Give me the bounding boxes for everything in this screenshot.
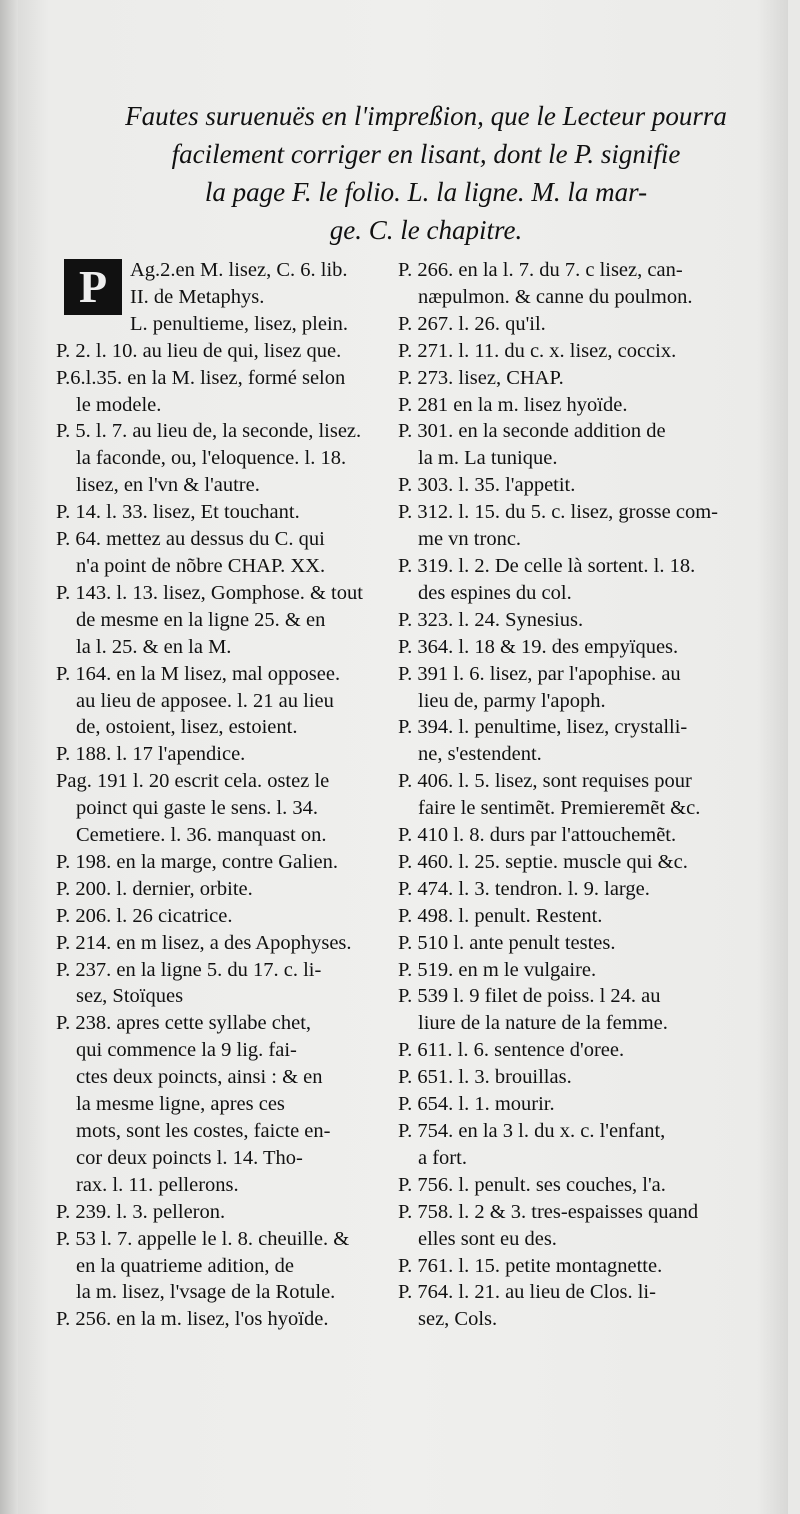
errata-entry-continuation: me vn tronc. xyxy=(418,528,522,551)
errata-entry xyxy=(398,1091,738,1118)
errata-entry xyxy=(56,580,392,661)
errata-entry xyxy=(398,1172,738,1199)
errata-entry-line: P. 188. l. 17 l'apendice. xyxy=(56,743,246,766)
errata-entry-line: P. 654. l. 1. mourir. xyxy=(398,1093,555,1116)
heading-line: facilement corriger en lisant, dont le P. signifie xyxy=(171,139,681,169)
errata-entry xyxy=(398,930,738,957)
errata-entry xyxy=(398,472,738,499)
errata-entry-line: L. penultieme, lisez, plein. xyxy=(130,312,349,335)
errata-entry xyxy=(56,257,392,311)
errata-entry-line: P. 256. en la m. lisez, l'os hyoïde. xyxy=(56,1308,329,1331)
errata-entry-line: P. 267. l. 26. qu'il. xyxy=(398,312,546,335)
errata-entry-continuation: Cemetiere. l. 36. manquast on. xyxy=(76,824,327,847)
errata-entry-line: P. 754. en la 3 l. du x. c. l'enfant, xyxy=(398,1120,666,1142)
errata-entry-continuation: sez, Cols. xyxy=(418,1308,498,1331)
errata-entry-continuation: sez, Stoïques xyxy=(76,985,184,1008)
errata-entry xyxy=(398,634,738,661)
errata-entry xyxy=(398,822,738,849)
errata-entry xyxy=(398,1279,738,1333)
errata-entry-line: P. 312. l. 15. du 5. c. lisez, grosse com- xyxy=(398,501,718,524)
errata-left-column xyxy=(56,257,392,1333)
errata-entry-continuation: en la quatrieme adition, de xyxy=(76,1254,295,1277)
errata-entry xyxy=(398,957,738,984)
errata-entry-continuation: faire le sentimẽt. Premieremẽt &c. xyxy=(418,797,701,820)
errata-entry-line: P. 143. l. 13. lisez, Gomphose. & tout xyxy=(56,581,363,604)
errata-entry-continuation: liure de la nature de la femme. xyxy=(418,1012,668,1035)
heading-line: la page F. le folio. L. la ligne. M. la mar- xyxy=(204,177,648,207)
errata-entry xyxy=(56,930,392,957)
errata-entry-line: P. 273. lisez, CHAP. xyxy=(398,366,564,389)
errata-entry xyxy=(56,876,392,903)
errata-entry-continuation: qui commence la 9 lig. fai- xyxy=(76,1039,297,1062)
errata-entry xyxy=(56,499,392,526)
errata-entry xyxy=(56,768,392,849)
errata-entry-continuation: la faconde, ou, l'eloquence. l. 18. xyxy=(76,447,347,470)
errata-entry xyxy=(56,1199,392,1226)
errata-entry-line: P. 539 l. 9 filet de poiss. l 24. au xyxy=(398,985,661,1008)
errata-entry-line: P. 198. en la marge, contre Galien. xyxy=(56,850,338,873)
errata-heading xyxy=(106,97,746,249)
errata-entry-continuation: le modele. xyxy=(76,393,162,416)
errata-entry xyxy=(398,768,738,822)
errata-entry xyxy=(56,1306,392,1333)
errata-entry-line: P. 761. l. 15. petite montagnette. xyxy=(398,1254,663,1277)
errata-entry-continuation: de mesme en la ligne 25. & en xyxy=(76,608,326,631)
errata-entry xyxy=(398,553,738,607)
errata-entry xyxy=(398,1199,738,1253)
errata-entry xyxy=(398,849,738,876)
errata-entry-line: P. 2. l. 10. au lieu de qui, lisez que. xyxy=(56,339,342,362)
errata-entry xyxy=(56,957,392,1011)
errata-entry-continuation: des espines du col. xyxy=(418,581,572,604)
errata-entry-line: P. 474. l. 3. tendron. l. 9. large. xyxy=(398,877,650,900)
errata-entry-line: P. 266. en la l. 7. du 7. c lisez, can- xyxy=(398,259,683,281)
errata-entry-continuation: cor deux poincts l. 14. Tho- xyxy=(76,1146,303,1169)
errata-entry-line: P. 206. l. 26 cicatrice. xyxy=(56,904,233,927)
errata-entry-continuation: la mesme ligne, apres ces xyxy=(76,1093,285,1116)
errata-entry xyxy=(398,1253,738,1280)
errata-entry-line: P. 14. l. 33. lisez, Et touchant. xyxy=(56,501,300,524)
errata-entry xyxy=(56,526,392,580)
errata-entry-continuation: n'a point de nõbre CHAP. XX. xyxy=(76,554,326,577)
errata-entry xyxy=(398,311,738,338)
errata-entry xyxy=(398,983,738,1037)
errata-entry xyxy=(398,661,738,715)
errata-entry-line: P. 651. l. 3. brouillas. xyxy=(398,1066,572,1089)
errata-entry-continuation: la m. La tunique. xyxy=(418,447,558,470)
errata-entry-line: P. 764. l. 21. au lieu de Clos. li- xyxy=(398,1281,656,1304)
errata-entry-continuation: ctes deux poincts, ainsi : & en xyxy=(76,1066,323,1089)
errata-entry-line: P. 364. l. 18 & 19. des empyïques. xyxy=(398,635,679,658)
errata-entry-continuation: ne, s'estendent. xyxy=(418,743,542,766)
errata-entry-line: P. 460. l. 25. septie. muscle qui &c. xyxy=(398,850,688,873)
errata-entry-line: P. 319. l. 2. De celle là sortent. l. 18. xyxy=(398,554,696,577)
errata-entry xyxy=(398,1037,738,1064)
errata-entry-continuation: mots, sont les costes, faicte en- xyxy=(76,1120,331,1142)
errata-entry xyxy=(398,418,738,472)
errata-entry-line: P. 214. en m lisez, a des Apophyses. xyxy=(56,931,352,954)
errata-entry xyxy=(398,903,738,930)
errata-entry xyxy=(398,1118,738,1172)
errata-entry-continuation: næpulmon. & canne du poulmon. xyxy=(418,285,693,308)
errata-entry xyxy=(56,418,392,499)
heading-line: ge. C. le chapitre. xyxy=(329,215,523,245)
errata-entry-continuation: rax. l. 11. pellerons. xyxy=(76,1173,239,1196)
errata-entry xyxy=(56,849,392,876)
errata-entry-continuation: la l. 25. & en la M. xyxy=(76,635,232,658)
errata-entry-continuation: poinct qui gaste le sens. l. 34. xyxy=(76,797,318,820)
errata-entry xyxy=(398,257,738,311)
errata-entry-line: P. 394. l. penultime, lisez, crystalli- xyxy=(398,716,688,739)
errata-entry xyxy=(398,365,738,392)
errata-entry xyxy=(56,903,392,930)
errata-entry xyxy=(56,365,392,419)
errata-entry-line: P. 5. l. 7. au lieu de, la seconde, lisez. xyxy=(56,420,362,443)
errata-entry-line: P. 391 l. 6. lisez, par l'apophise. au xyxy=(398,662,681,685)
errata-entry xyxy=(398,714,738,768)
errata-entry-line: P. 756. l. penult. ses couches, l'a. xyxy=(398,1173,666,1196)
errata-entry-line: P. 271. l. 11. du c. x. lisez, coccix. xyxy=(398,339,677,362)
errata-entry-continuation: de, ostoient, lisez, estoient. xyxy=(76,716,298,739)
errata-entry-line: P. 303. l. 35. l'appetit. xyxy=(398,474,576,497)
errata-entry-line: P. 301. en la seconde addition de xyxy=(398,420,666,443)
errata-entry-line: P. 758. l. 2 & 3. tres-espaisses quand xyxy=(398,1200,699,1223)
errata-entry-continuation: a fort. xyxy=(418,1146,467,1169)
errata-entry-line: P. 237. en la ligne 5. du 17. c. li- xyxy=(56,958,322,981)
errata-entry-line: P. 510 l. ante penult testes. xyxy=(398,931,616,954)
errata-entry-line: P. 238. apres cette syllabe chet, xyxy=(56,1012,312,1035)
errata-entry-continuation: II. de Metaphys. xyxy=(130,285,265,308)
errata-entry-line: P.6.l.35. en la M. lisez, formé selon xyxy=(56,366,346,389)
errata-entry-line: P. 406. l. 5. lisez, sont requises pour xyxy=(398,770,692,793)
errata-entry xyxy=(398,338,738,365)
errata-entry xyxy=(56,1010,392,1198)
errata-entry xyxy=(56,661,392,742)
errata-entry-line: Ag.2.en M. lisez, C. 6. lib. xyxy=(130,259,348,281)
errata-entry-line: P. 498. l. penult. Restent. xyxy=(398,904,603,927)
errata-entry-line: P. 611. l. 6. sentence d'oree. xyxy=(398,1039,625,1062)
errata-entry xyxy=(398,499,738,553)
errata-entry-line: P. 519. en m le vulgaire. xyxy=(398,958,597,981)
errata-entry-line: P. 323. l. 24. Synesius. xyxy=(398,608,584,631)
errata-entry xyxy=(398,1064,738,1091)
errata-entry-continuation: la m. lisez, l'vsage de la Rotule. xyxy=(76,1281,336,1304)
errata-entry-line: P. 53 l. 7. appelle le l. 8. cheuille. & xyxy=(56,1227,350,1250)
errata-entry-line: P. 281 en la m. lisez hyoïde. xyxy=(398,393,628,416)
errata-entry xyxy=(398,392,738,419)
errata-entry xyxy=(56,1226,392,1307)
dropcap-initial: P xyxy=(64,259,122,315)
errata-entry-line: P. 239. l. 3. pelleron. xyxy=(56,1200,226,1223)
errata-right-column xyxy=(398,257,738,1333)
page-edge-shadow xyxy=(0,0,18,1514)
errata-entry-continuation: au lieu de apposee. l. 21 au lieu xyxy=(76,689,334,712)
errata-entry xyxy=(398,876,738,903)
errata-entry-line: P. 164. en la M lisez, mal opposee. xyxy=(56,662,341,685)
errata-entry-line: P. 200. l. dernier, orbite. xyxy=(56,877,253,900)
errata-entry-line: P. 410 l. 8. durs par l'attouchemẽt. xyxy=(398,824,677,847)
errata-entry-line: P. 64. mettez au dessus du C. qui xyxy=(56,528,325,551)
errata-entry-continuation: lieu de, parmy l'apoph. xyxy=(418,689,606,712)
errata-entry xyxy=(398,607,738,634)
errata-entry-continuation: lisez, en l'vn & l'autre. xyxy=(76,474,260,497)
errata-entry xyxy=(56,338,392,365)
errata-entry-line: Pag. 191 l. 20 escrit cela. ostez le xyxy=(56,770,330,793)
errata-entry xyxy=(56,741,392,768)
errata-entry-continuation: elles sont eu des. xyxy=(418,1227,557,1250)
heading-line: Fautes suruenuës en l'impreßion, que le Lecteur pourra xyxy=(125,101,727,131)
